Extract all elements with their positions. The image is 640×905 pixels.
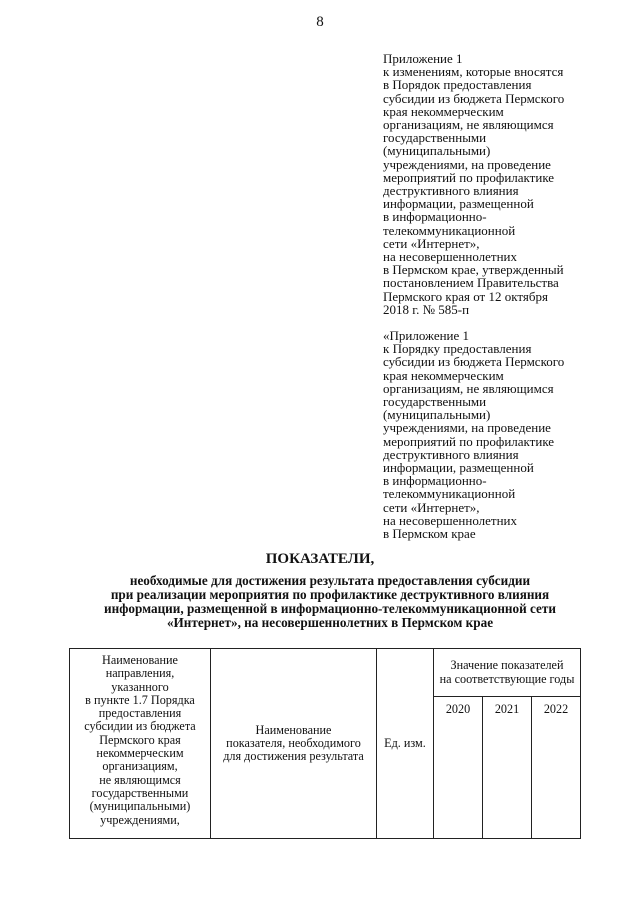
document-subtitle xyxy=(60,574,600,630)
direction-header-line: в пункте 1.7 Порядка xyxy=(85,692,195,707)
header-year-2022: 2022 xyxy=(532,697,581,839)
direction-header-line: организациям, xyxy=(102,759,178,774)
appendix-2-line: телекоммуникационной xyxy=(383,486,516,502)
subtitle-line: необходимые для достижения результата предоставления субсидии xyxy=(129,573,531,588)
header-direction-name xyxy=(70,649,211,839)
appendix-1-line: к изменениям, которые вносятся xyxy=(383,64,564,80)
appendix-1-line: постановлением Правительства xyxy=(383,275,559,291)
header-year-2021: 2021 xyxy=(483,697,532,839)
indicator-header-line: показателя, необходимого xyxy=(226,735,361,750)
header-unit: Ед. изм. xyxy=(377,649,434,839)
appendix-1-line: информации, размещенной xyxy=(383,196,534,212)
values-header-line: Значение показателей xyxy=(450,658,564,673)
direction-header-line: государственными xyxy=(91,785,189,800)
appendix-2-line: государственными xyxy=(383,394,487,410)
header-values-by-year xyxy=(434,649,581,697)
appendix-2-line: края некоммерческим xyxy=(383,367,504,383)
page-number: 8 xyxy=(316,14,324,30)
appendix-1-line: мероприятий по профилактике xyxy=(383,169,555,185)
subtitle-line: «Интернет», на несовершеннолетних в Пермском крае xyxy=(166,615,494,630)
appendix-1-line: в Порядок предоставления xyxy=(383,77,532,93)
appendix-1-line: телекоммуникационной xyxy=(383,222,516,238)
subtitle-line: при реализации мероприятия по профилактике деструктивного влияния xyxy=(110,587,550,602)
direction-header-line: предоставления xyxy=(98,706,182,721)
direction-header-line: Пермского края xyxy=(99,732,181,747)
header-indicator-name xyxy=(211,649,377,839)
appendix-2-line: мероприятий по профилактике xyxy=(383,433,555,449)
appendix-1-line: 2018 г. № 585-п xyxy=(383,301,470,317)
direction-header-line: (муниципальными) xyxy=(89,799,191,814)
direction-header-line: учреждениями, xyxy=(100,812,180,827)
appendix-1-line: Приложение 1 xyxy=(383,51,463,66)
direction-header-line: указанного xyxy=(111,679,169,694)
direction-header-line: субсидии из бюджета xyxy=(84,719,196,734)
indicators-table xyxy=(69,648,581,839)
appendix-1-line: государственными xyxy=(383,130,487,146)
appendix-1-line: учреждениями, на проведение xyxy=(383,156,551,172)
direction-header-line: Наименование xyxy=(102,653,178,667)
appendix-2-line: «Приложение 1 xyxy=(383,328,470,343)
appendix-1-line: субсидии из бюджета Пермского xyxy=(383,90,565,106)
indicator-header-line: для достижения результата xyxy=(223,749,364,764)
appendix-2-line: в Пермском крае xyxy=(383,526,476,542)
subtitle-line: информации, размещенной в информационно-телекоммуникационной сети xyxy=(104,601,556,616)
direction-header-line: направления, xyxy=(105,666,175,681)
appendix-1-line: (муниципальными) xyxy=(383,143,491,159)
appendix-2-line: на несовершеннолетних xyxy=(383,512,518,528)
appendix-1-line: сети «Интернет», xyxy=(383,235,480,251)
appendix-1-line: в информационно- xyxy=(383,209,487,225)
appendix-1-line: организациям, не являющимся xyxy=(383,117,554,133)
appendix-2-block xyxy=(383,329,613,540)
appendix-2-line: деструктивного влияния xyxy=(383,446,519,462)
document-heading: ПОКАЗАТЕЛИ, xyxy=(265,551,375,567)
appendix-1-line: на несовершеннолетних xyxy=(383,249,518,265)
appendix-2-line: организациям, не являющимся xyxy=(383,380,554,396)
appendix-2-line: в информационно- xyxy=(383,473,487,489)
direction-header-line: некоммерческим xyxy=(96,746,184,761)
indicator-header-line: Наименование xyxy=(255,722,332,737)
header-year-2020: 2020 xyxy=(434,697,483,839)
values-header-line: на соответствующие годы xyxy=(439,671,575,686)
appendix-2-line: к Порядку предоставления xyxy=(383,341,532,357)
appendix-2-line: субсидии из бюджета Пермского xyxy=(383,354,565,370)
appendix-1-line: в Пермском крае, утвержденный xyxy=(383,262,564,278)
appendix-2-line: сети «Интернет», xyxy=(383,499,480,515)
appendix-1-block xyxy=(383,52,613,316)
direction-header-line: не являющимся xyxy=(99,772,181,787)
appendix-2-line: (муниципальными) xyxy=(383,407,491,423)
appendix-2-line: информации, размещенной xyxy=(383,460,534,476)
appendix-1-line: Пермского края от 12 октября xyxy=(383,288,548,304)
appendix-1-line: деструктивного влияния xyxy=(383,183,519,199)
appendix-1-line: края некоммерческим xyxy=(383,103,504,119)
appendix-2-line: учреждениями, на проведение xyxy=(383,420,551,436)
